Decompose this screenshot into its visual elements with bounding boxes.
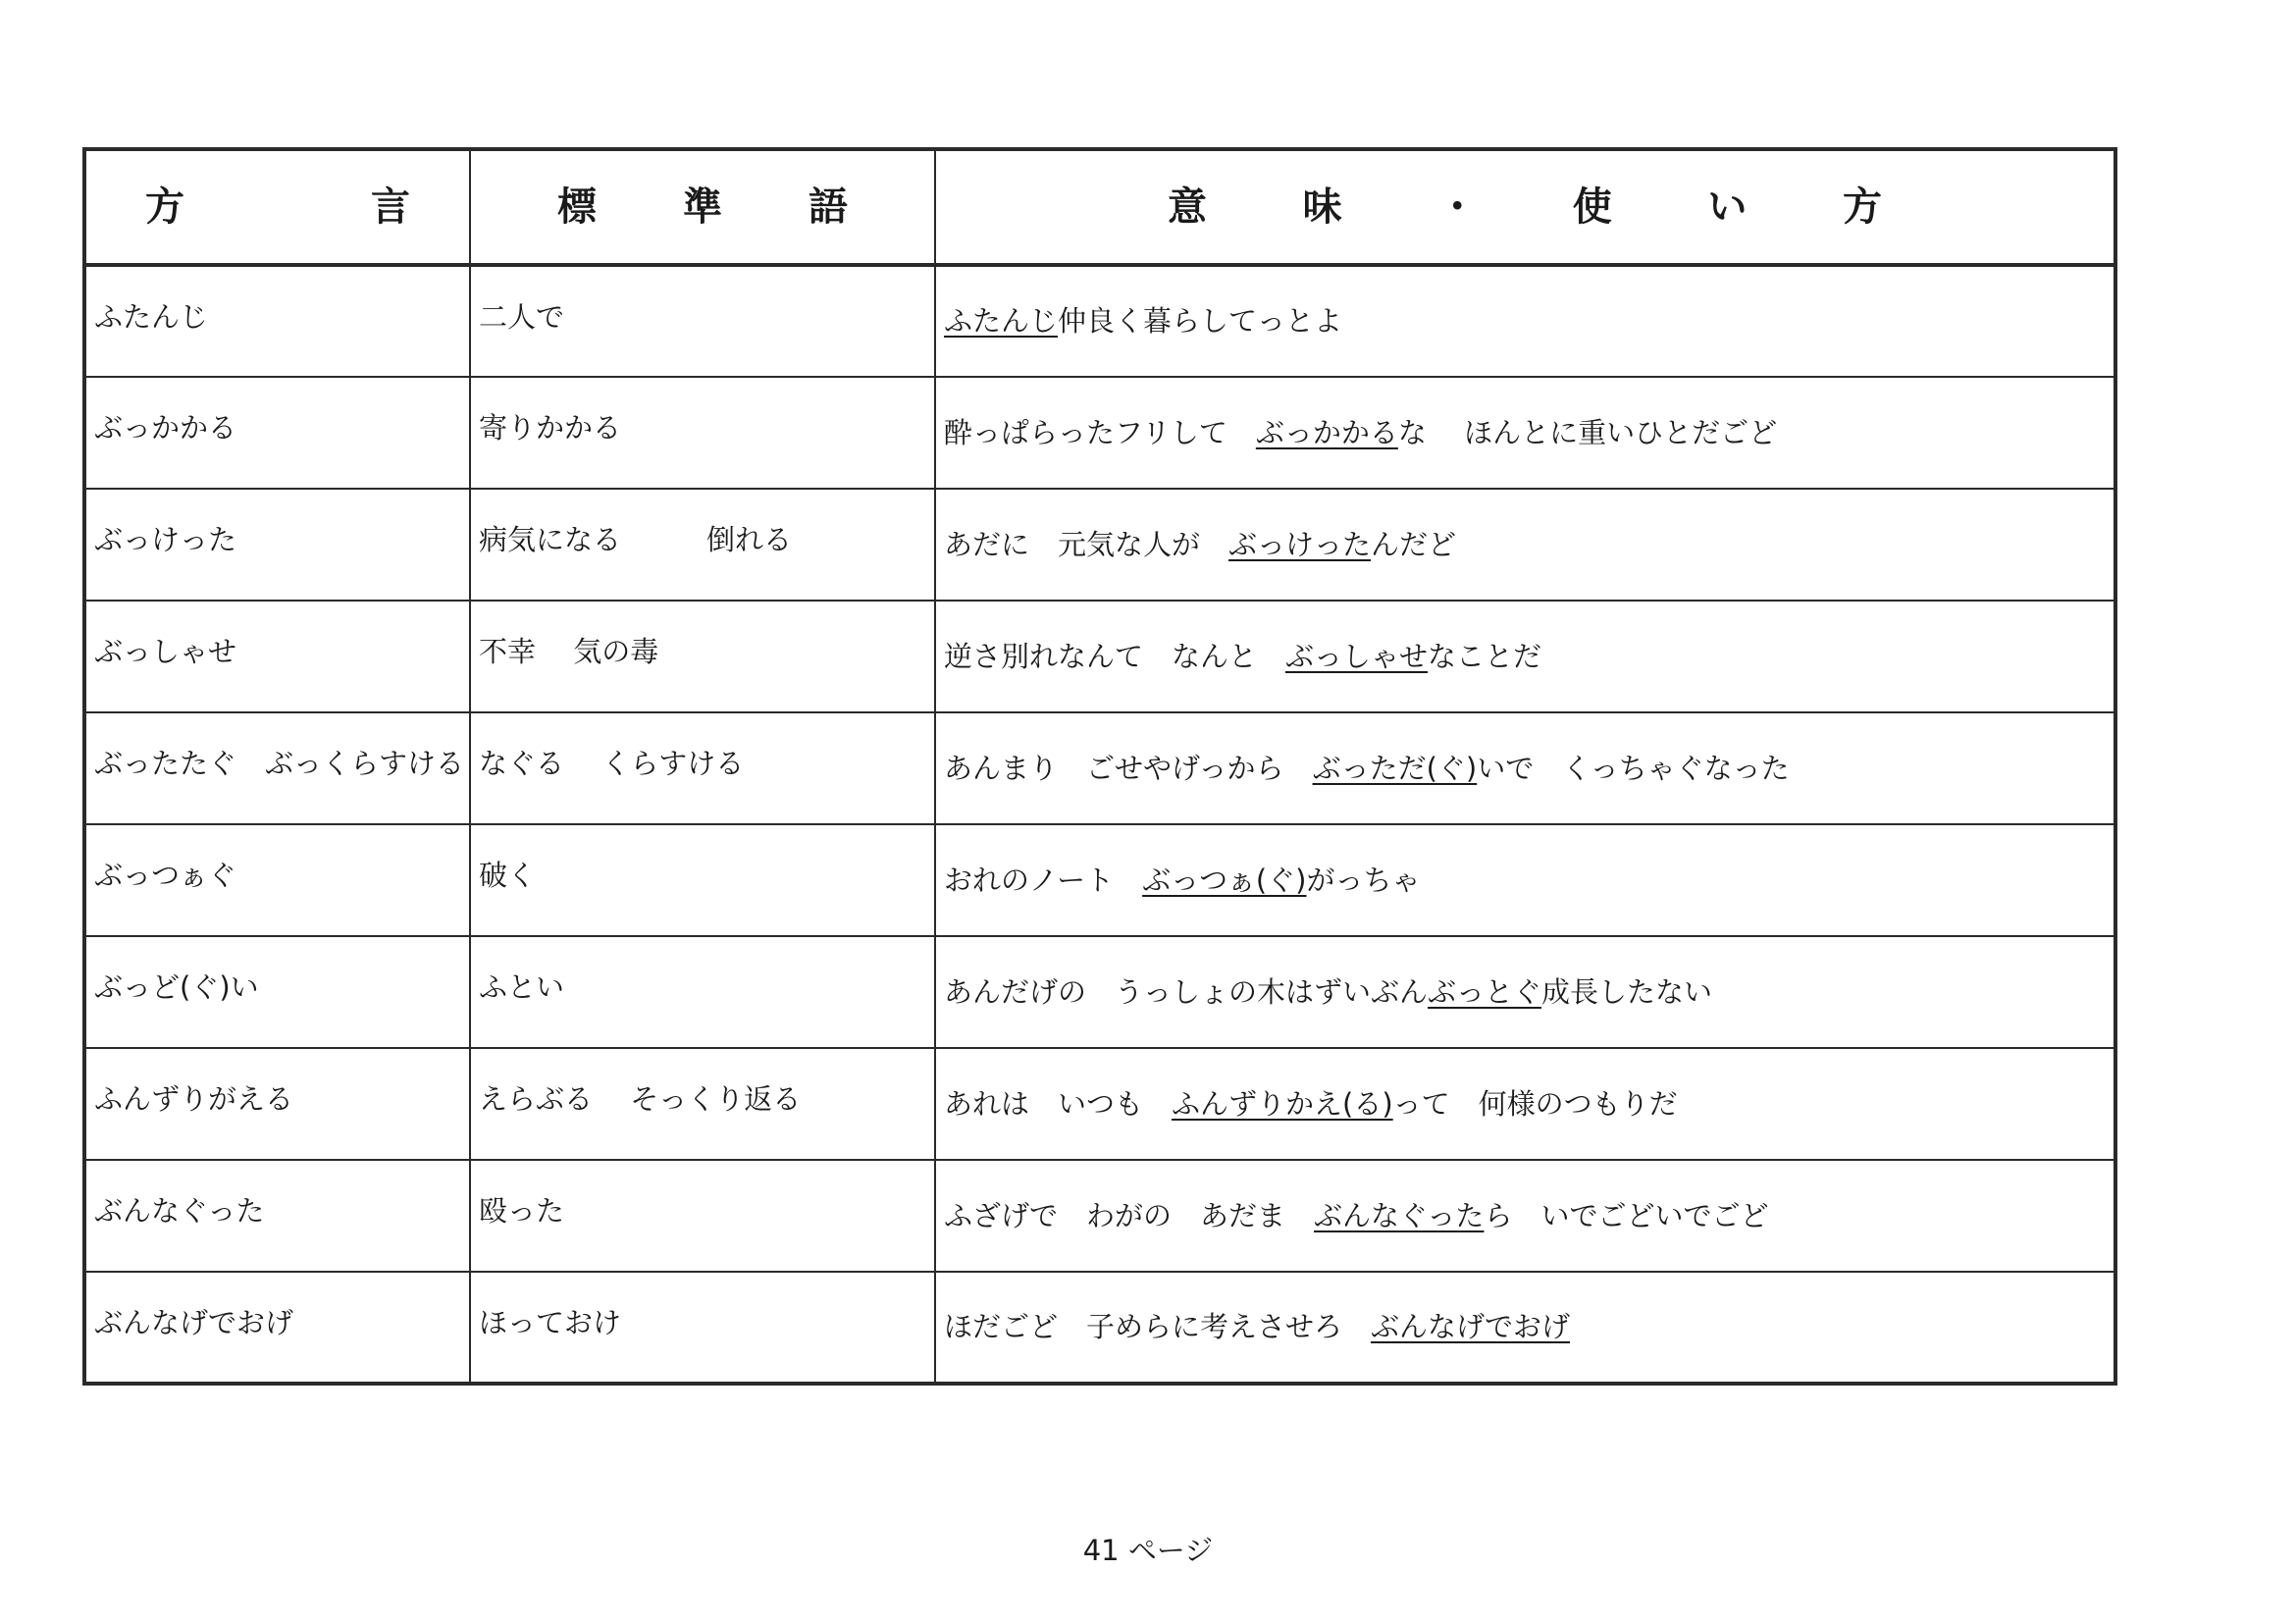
usage-pre: おれのノート: [944, 863, 1143, 897]
dialect-table: [82, 147, 2117, 1386]
table-row: [84, 1048, 2115, 1160]
table-row: [84, 936, 2115, 1048]
usage-cell: [935, 1048, 2115, 1160]
header-standard-char: 語: [809, 184, 848, 230]
usage-underlined: ぶっしゃせ: [1285, 639, 1429, 673]
usage-post: 成長したない: [1541, 974, 1713, 1009]
usage-cell: [935, 1272, 2115, 1384]
table-row: [84, 489, 2115, 601]
table-row: [84, 1272, 2115, 1384]
usage-cell: [935, 601, 2115, 712]
usage-post: ら いでごどいでごど: [1484, 1198, 1769, 1232]
header-dialect-char: 方: [145, 184, 184, 230]
usage-cell: [935, 936, 2115, 1048]
header-row: [84, 149, 2115, 265]
usage-pre: あんだげの うっしょの木はずいぶん: [944, 974, 1429, 1009]
usage-underlined: ぶんなげでおげ: [1371, 1310, 1571, 1344]
dialect-cell: ぶんなげでおげ: [84, 1272, 470, 1384]
usage-pre: ほだごど 子めらに考えさせろ: [944, 1310, 1372, 1344]
standard-cell: 二人で: [470, 265, 935, 377]
standard-cell: 不幸 気の毒: [470, 601, 935, 712]
dialect-cell: ぶっど(ぐ)い: [84, 936, 470, 1048]
usage-pre: あんまり ごせやげっから: [944, 751, 1313, 785]
standard-cell: 病気になる 倒れる: [470, 489, 935, 601]
table-row: [84, 601, 2115, 712]
usage-underlined: ぶっかかる: [1255, 415, 1398, 449]
standard-cell: なぐる くらすける: [470, 712, 935, 824]
header-standard-char: 準: [683, 184, 722, 230]
usage-post: 仲良く暮らしてっとよ: [1058, 304, 1343, 339]
usage-post: って 何様のつもりだ: [1392, 1086, 1678, 1121]
usage-cell: [935, 1160, 2115, 1272]
dialect-cell: ぶっかかる: [84, 377, 470, 489]
header-dialect: [84, 149, 470, 265]
header-usage-char: 方: [1842, 184, 1882, 230]
usage-pre: あれは いつも: [944, 1086, 1173, 1121]
standard-cell: ほっておけ: [470, 1272, 935, 1384]
usage-pre: あだに 元気な人が: [944, 527, 1229, 561]
header-usage-char: 使: [1572, 184, 1612, 230]
standard-cell: 殴った: [470, 1160, 935, 1272]
header-usage-char: い: [1707, 184, 1748, 230]
usage-post: がっちゃ: [1306, 863, 1421, 897]
header-usage-char: 意: [1168, 184, 1207, 230]
standard-cell: えらぶる そっくり返る: [470, 1048, 935, 1160]
dialect-cell: ぶっけった: [84, 489, 470, 601]
standard-cell: 破く: [470, 824, 935, 936]
usage-cell: [935, 824, 2115, 936]
page-number: 41 ページ: [1082, 1534, 1214, 1567]
usage-cell: [935, 489, 2115, 601]
usage-underlined: ぶっただ(ぐ): [1312, 751, 1478, 785]
table-row: [84, 1160, 2115, 1272]
table-row: [84, 265, 2115, 377]
usage-cell: [935, 377, 2115, 489]
usage-underlined: ぶっつぁ(ぐ): [1142, 863, 1307, 897]
table-row: [84, 824, 2115, 936]
header-standard: [470, 149, 935, 265]
usage-underlined: ぶんなぐった: [1314, 1198, 1485, 1232]
dialect-cell: ふたんじ: [84, 265, 470, 377]
header-usage: [935, 149, 2115, 265]
standard-cell: 寄りかかる: [470, 377, 935, 489]
usage-post: なことだ: [1428, 639, 1542, 673]
dialect-cell: ぶっつぁぐ: [84, 824, 470, 936]
usage-post: な ほんとに重いひとだごど: [1397, 415, 1778, 449]
usage-pre: 逆さ別れなんて なんと: [944, 639, 1286, 673]
dialect-cell: ふんずりがえる: [84, 1048, 470, 1160]
header-standard-char: 標: [557, 184, 597, 230]
usage-pre: ふざげで わがの あだま: [944, 1198, 1315, 1232]
dialect-cell: ぶっしゃせ: [84, 601, 470, 712]
usage-cell: [935, 265, 2115, 377]
table-row: [84, 377, 2115, 489]
usage-underlined: ぶっとぐ: [1428, 974, 1542, 1009]
dialect-cell: ぶんなぐった: [84, 1160, 470, 1272]
usage-cell: [935, 712, 2115, 824]
usage-underlined: ふたんじ: [944, 304, 1059, 339]
usage-underlined: ふんずりかえ(る): [1172, 1086, 1393, 1121]
usage-pre: 酔っぱらったフリして: [944, 415, 1256, 449]
dialect-cell: ぶったたぐ ぶっくらすける: [84, 712, 470, 824]
header-usage-char: 味: [1302, 184, 1342, 230]
standard-cell: ふとい: [470, 936, 935, 1048]
usage-post: いで くっちゃぐなった: [1477, 751, 1790, 785]
table-row: [84, 712, 2115, 824]
usage-underlined: ぶっけった: [1228, 527, 1372, 561]
header-dialect-char: 言: [371, 184, 410, 230]
usage-post: んだど: [1371, 527, 1457, 561]
header-usage-char: ・: [1437, 184, 1478, 230]
